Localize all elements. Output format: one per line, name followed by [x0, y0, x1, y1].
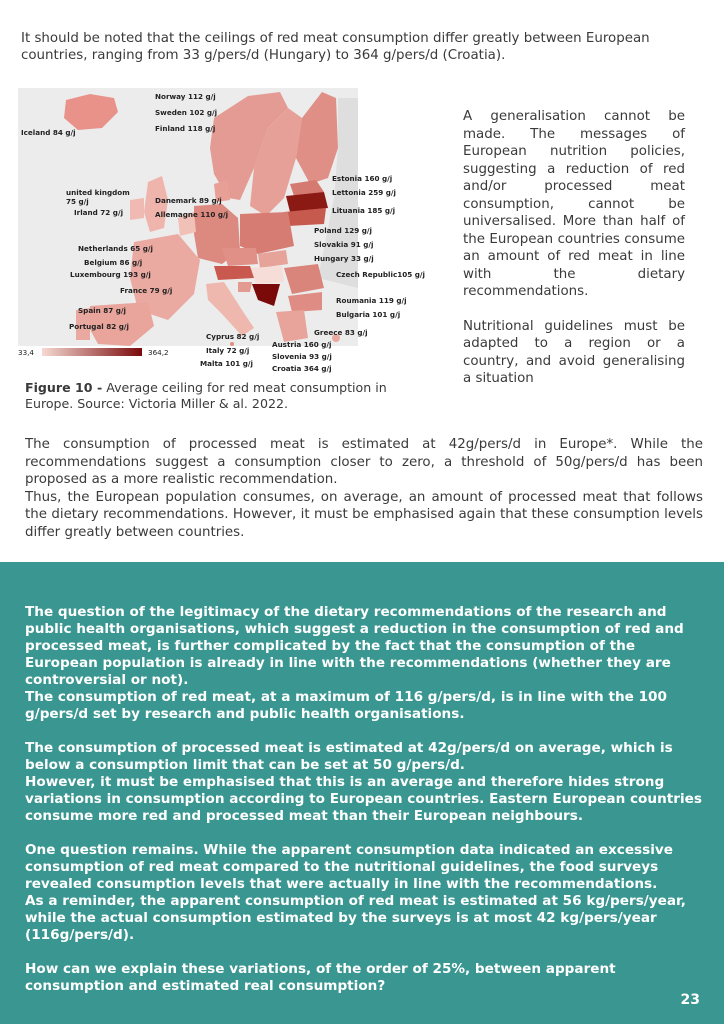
label-poland: Poland 129 g/j — [314, 226, 373, 235]
label-sweden: Sweden 102 g/j — [155, 108, 218, 117]
label-czech: Czech Republic105 g/j — [336, 270, 425, 279]
legend-gradient-bar — [42, 348, 142, 356]
summary-line-6: As a reminder, the apparent consumption of red meat is estimated at 56 kg/pers/year, while the actual consumption estimated by the surveys is at most 42 kg/pers/year (116g/pers/d). — [25, 893, 686, 943]
label-lettonia: Lettonia 259 g/j — [332, 188, 396, 197]
body-text — [25, 436, 703, 542]
summary-line-5: One question remains. While the apparent consumption data indicated an excessive consumption of red meat compared to the nutritional guidelines, the food surveys revealed consumption levels that were actually in line with the recommendations. — [25, 842, 673, 892]
label-italy: Italy 72 g/j — [206, 346, 250, 355]
label-spain: Spain 87 g/j — [78, 306, 126, 315]
europe-map — [18, 88, 438, 376]
intro-paragraph: It should be noted that the ceilings of red meat consumption differ greatly between European countries, ranging from 33 g/pers/d (Hungary) to 364 g/pers/d (Croatia). — [21, 31, 650, 63]
slovenia-shape — [238, 282, 252, 292]
label-france: France 79 g/j — [120, 286, 173, 295]
label-greece: Greece 83 g/j — [314, 328, 368, 337]
label-ireland: Irland 72 g/j — [74, 208, 124, 217]
label-denmark: Danemark 89 g/j — [155, 196, 222, 205]
spacer — [25, 723, 705, 740]
ireland-shape — [130, 198, 144, 220]
side-paragraph-2: Nutritional guidelines must be adapted to a region or a country, and avoid generalising a situation — [463, 318, 685, 386]
spacer — [25, 944, 705, 961]
figure-caption-text: Average ceiling for red meat consumption in Europe. Source: Victoria Miller & al. 2022. — [25, 380, 387, 411]
czech-shape — [222, 248, 258, 266]
label-malta: Malta 101 g/j — [200, 359, 253, 368]
side-paragraph-1: A generalisation cannot be made. The messages of European nutrition policies, suggesting a reduction of red and/or processed meat consumption, cannot be universalised. More than half of the European countries consume an amount of red meat in line with the dietary recommendations. — [463, 109, 685, 299]
label-estonia: Estonia 160 g/j — [332, 174, 393, 183]
spacer — [25, 825, 705, 842]
label-croatia: Croatia 364 g/j — [272, 364, 332, 373]
legend-min: 33,4 — [18, 348, 35, 357]
label-netherlands: Netherlands 65 g/j — [78, 244, 153, 253]
hungary-shape — [250, 266, 284, 284]
label-germany: Allemagne 110 g/j — [155, 210, 229, 219]
label-slovenia: Slovenia 93 g/j — [272, 352, 332, 361]
legend-max: 364,2 — [148, 348, 169, 357]
summary-line-2: The consumption of red meat, at a maximum of 116 g/pers/d, is in line with the 100 g/pers/d set by research and public health organisations. — [25, 689, 667, 722]
label-bulgaria: Bulgaria 101 g/j — [336, 310, 401, 319]
label-cyprus: Cyprus 82 g/j — [206, 332, 260, 341]
label-belgium: Belgium 86 g/j — [84, 258, 143, 267]
label-luxembourg: Luxembourg 193 g/j — [70, 270, 151, 279]
summary-text — [25, 604, 705, 995]
label-norway: Norway 112 g/j — [155, 92, 216, 101]
summary-line-1: The question of the legitimacy of the dietary recommendations of the research and public health organisations, which suggest a reduction in the consumption of red and processed meat, is further complicated by the fact that the consumption of the European population is already in line with the recommendations (whether they are controversial or not). — [25, 604, 684, 688]
summary-line-3: The consumption of processed meat is estimated at 42g/pers/d on average, which is below a consumption limit that can be set at 50 g/pers/d. — [25, 740, 673, 773]
body-paragraph-1: The consumption of processed meat is estimated at 42g/pers/d in Europe*. While the recommendations suggest a consumption closer to zero, a threshold of 50g/pers/d has been proposed as a more realistic recommendation. — [25, 437, 703, 488]
austria-shape — [214, 266, 254, 280]
label-slovakia: Slovakia 91 g/j — [314, 240, 374, 249]
label-finland: Finland 118 g/j — [155, 124, 216, 133]
figure-label: Figure 10 - — [25, 380, 103, 395]
body-paragraph-2: Thus, the European population consumes, on average, an amount of processed meat that follows the dietary recommendations. However, it must be emphasised again that these consumption levels differ greatly between countries. — [25, 489, 703, 540]
poland-shape — [240, 212, 294, 254]
label-uk: united kingdom 75 g/j — [66, 188, 130, 206]
summary-box — [0, 562, 724, 1024]
side-commentary — [463, 108, 685, 388]
page-number: 23 — [680, 992, 700, 1008]
label-romania: Roumania 119 g/j — [336, 296, 407, 305]
figure-caption — [25, 380, 405, 412]
label-austria: Austria 160 g/j — [272, 340, 332, 349]
summary-line-4: However, it must be emphasised that this is an average and therefore hides strong variations in consumption according to European countries. Eastern European countries consume more red and processed meat than their European neighbours. — [25, 774, 702, 824]
summary-line-7: How can we explain these variations, of the order of 25%, between apparent consumption and estimated real consumption? — [25, 961, 616, 994]
label-iceland: Iceland 84 g/j — [21, 128, 76, 137]
label-portugal: Portugal 82 g/j — [69, 322, 130, 331]
label-lituania: Lituania 185 g/j — [332, 206, 396, 215]
label-hungary: Hungary 33 g/j — [314, 254, 374, 263]
